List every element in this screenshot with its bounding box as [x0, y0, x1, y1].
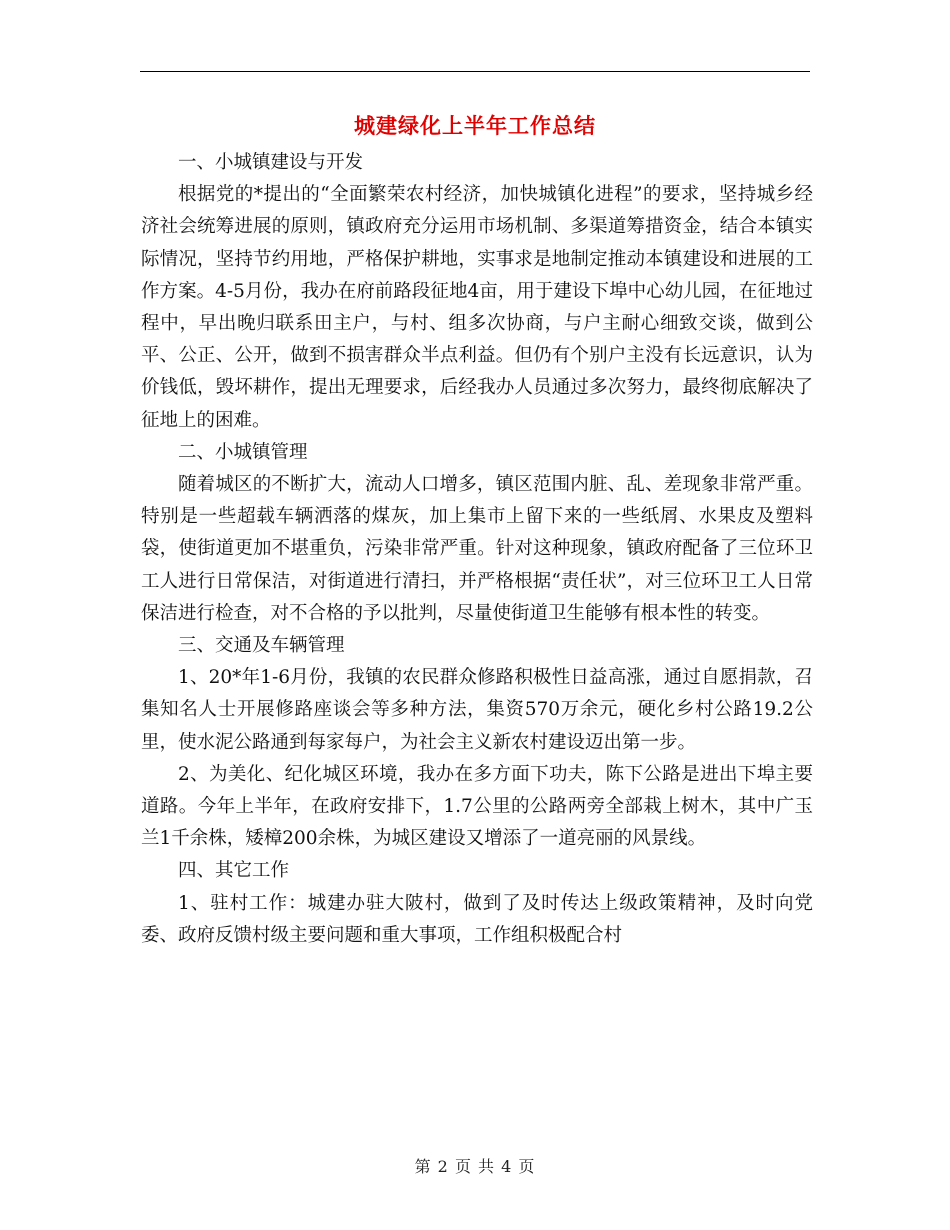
page-title: 城建绿化上半年工作总结 [354, 113, 596, 138]
section-heading-1: 一、小城镇建设与开发 [178, 152, 364, 173]
paragraph: 根据党的*提出的“全面繁荣农村经济，加快城镇化进程”的要求，坚持城乡经济社会统筹进展的原则，镇政府充分运用市场机制、多渠道筹措资金，结合本镇实际情况，坚持节约用地，严格保护耕地，实事求是地制定推动本镇建设和进展的工作方案。4-5月份，我办在府前路段征地4亩，用于建设下埠中心幼儿园，在征地过程中，早出晚归联系田主户，与村、组多次协商，与户主耐心细致交谈，做到公平、公正、公开，做到不损害群众半点利益。但仍有个别户主没有长远意识，认为价钱低，毁坏耕作，提出无理要求，后经我办人员通过多次努力，最终彻底解决了征地上的困难。 [141, 184, 813, 431]
page-number-footer: 第 2 页 共 4 页 [414, 1157, 536, 1176]
paragraph: 随着城区的不断扩大，流动人口增多，镇区范围内脏、乱、差现象非常严重。特别是一些超载车辆洒落的煤灰，加上集市上留下来的一些纸屑、水果皮及塑料袋，使街道更加不堪重负，污染非常严重。针对这种现象，镇政府配备了三位环卫工人进行日常保洁，对街道进行清扫，并严格根据“责任状”，对三位环卫工人日常保洁进行检查，对不合格的予以批判，尽量使街道卫生能够有根本性的转变。 [141, 474, 813, 624]
paragraph: 2、为美化、纪化城区环境，我办在多方面下功夫，陈下公路是进出下埠主要道路。今年上半年，在政府安排下，1.7公里的公路两旁全部栽上树木，其中广玉兰1千余株，矮樟200余株，为城区建设又增添了一道亮丽的风景线。 [141, 763, 813, 850]
section-heading-4: 四、其它工作 [178, 860, 290, 882]
section-heading-2: 二、小城镇管理 [178, 441, 308, 463]
paragraph: 1、驻村工作：城建办驻大陂村，做到了及时传达上级政策精神，及时向党委、政府反馈村级主要问题和重大事项，工作组积极配合村 [141, 892, 813, 946]
section-heading-3: 三、交通及车辆管理 [178, 635, 345, 657]
header-rule [140, 71, 810, 72]
document-body [141, 147, 813, 952]
paragraph: 1、20*年1-6月份，我镇的农民群众修路积极性日益高涨，通过自愿捐款，召集知名人士开展修路座谈会等多种方法，集资570万余元，硬化乡村公路19.2公里，使水泥公路通到每家每户，为社会主义新农村建设迈出第一步。 [141, 667, 813, 753]
